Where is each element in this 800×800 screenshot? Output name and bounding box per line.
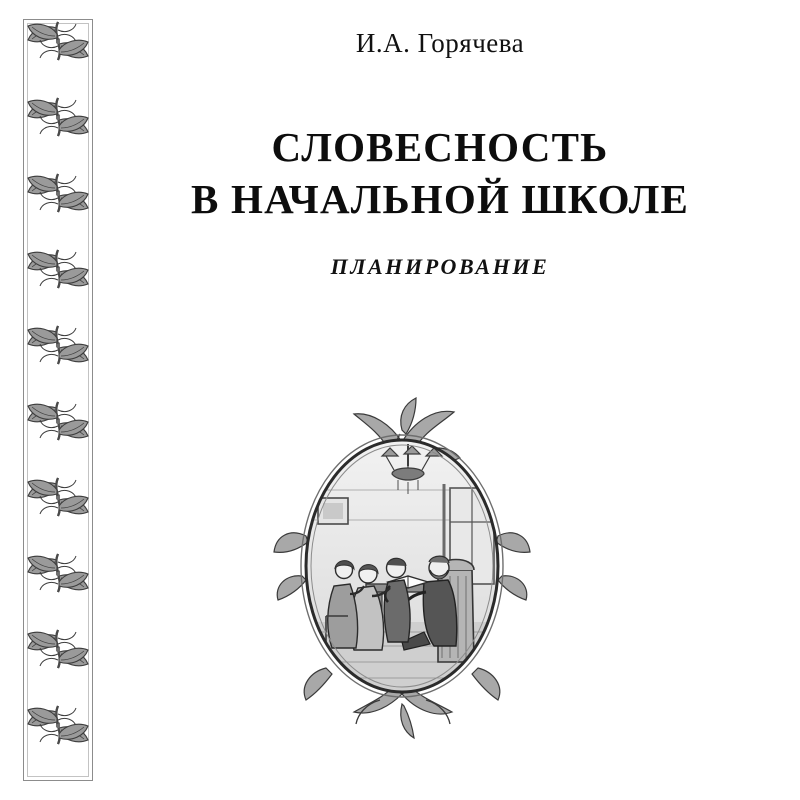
- title-line-1: СЛОВЕСНОСТЬ: [271, 124, 609, 170]
- title-block: [110, 28, 770, 280]
- title-line-2: В НАЧАЛЬНОЙ ШКОЛЕ: [190, 176, 690, 223]
- oval-engraving-vignette-icon: [262, 370, 542, 742]
- subtitle: ПЛАНИРОВАНИЕ: [330, 253, 550, 279]
- author-name: И.А. Горячева: [355, 28, 525, 58]
- floral-vine-border-icon: [22, 18, 94, 782]
- page-title: [110, 121, 770, 226]
